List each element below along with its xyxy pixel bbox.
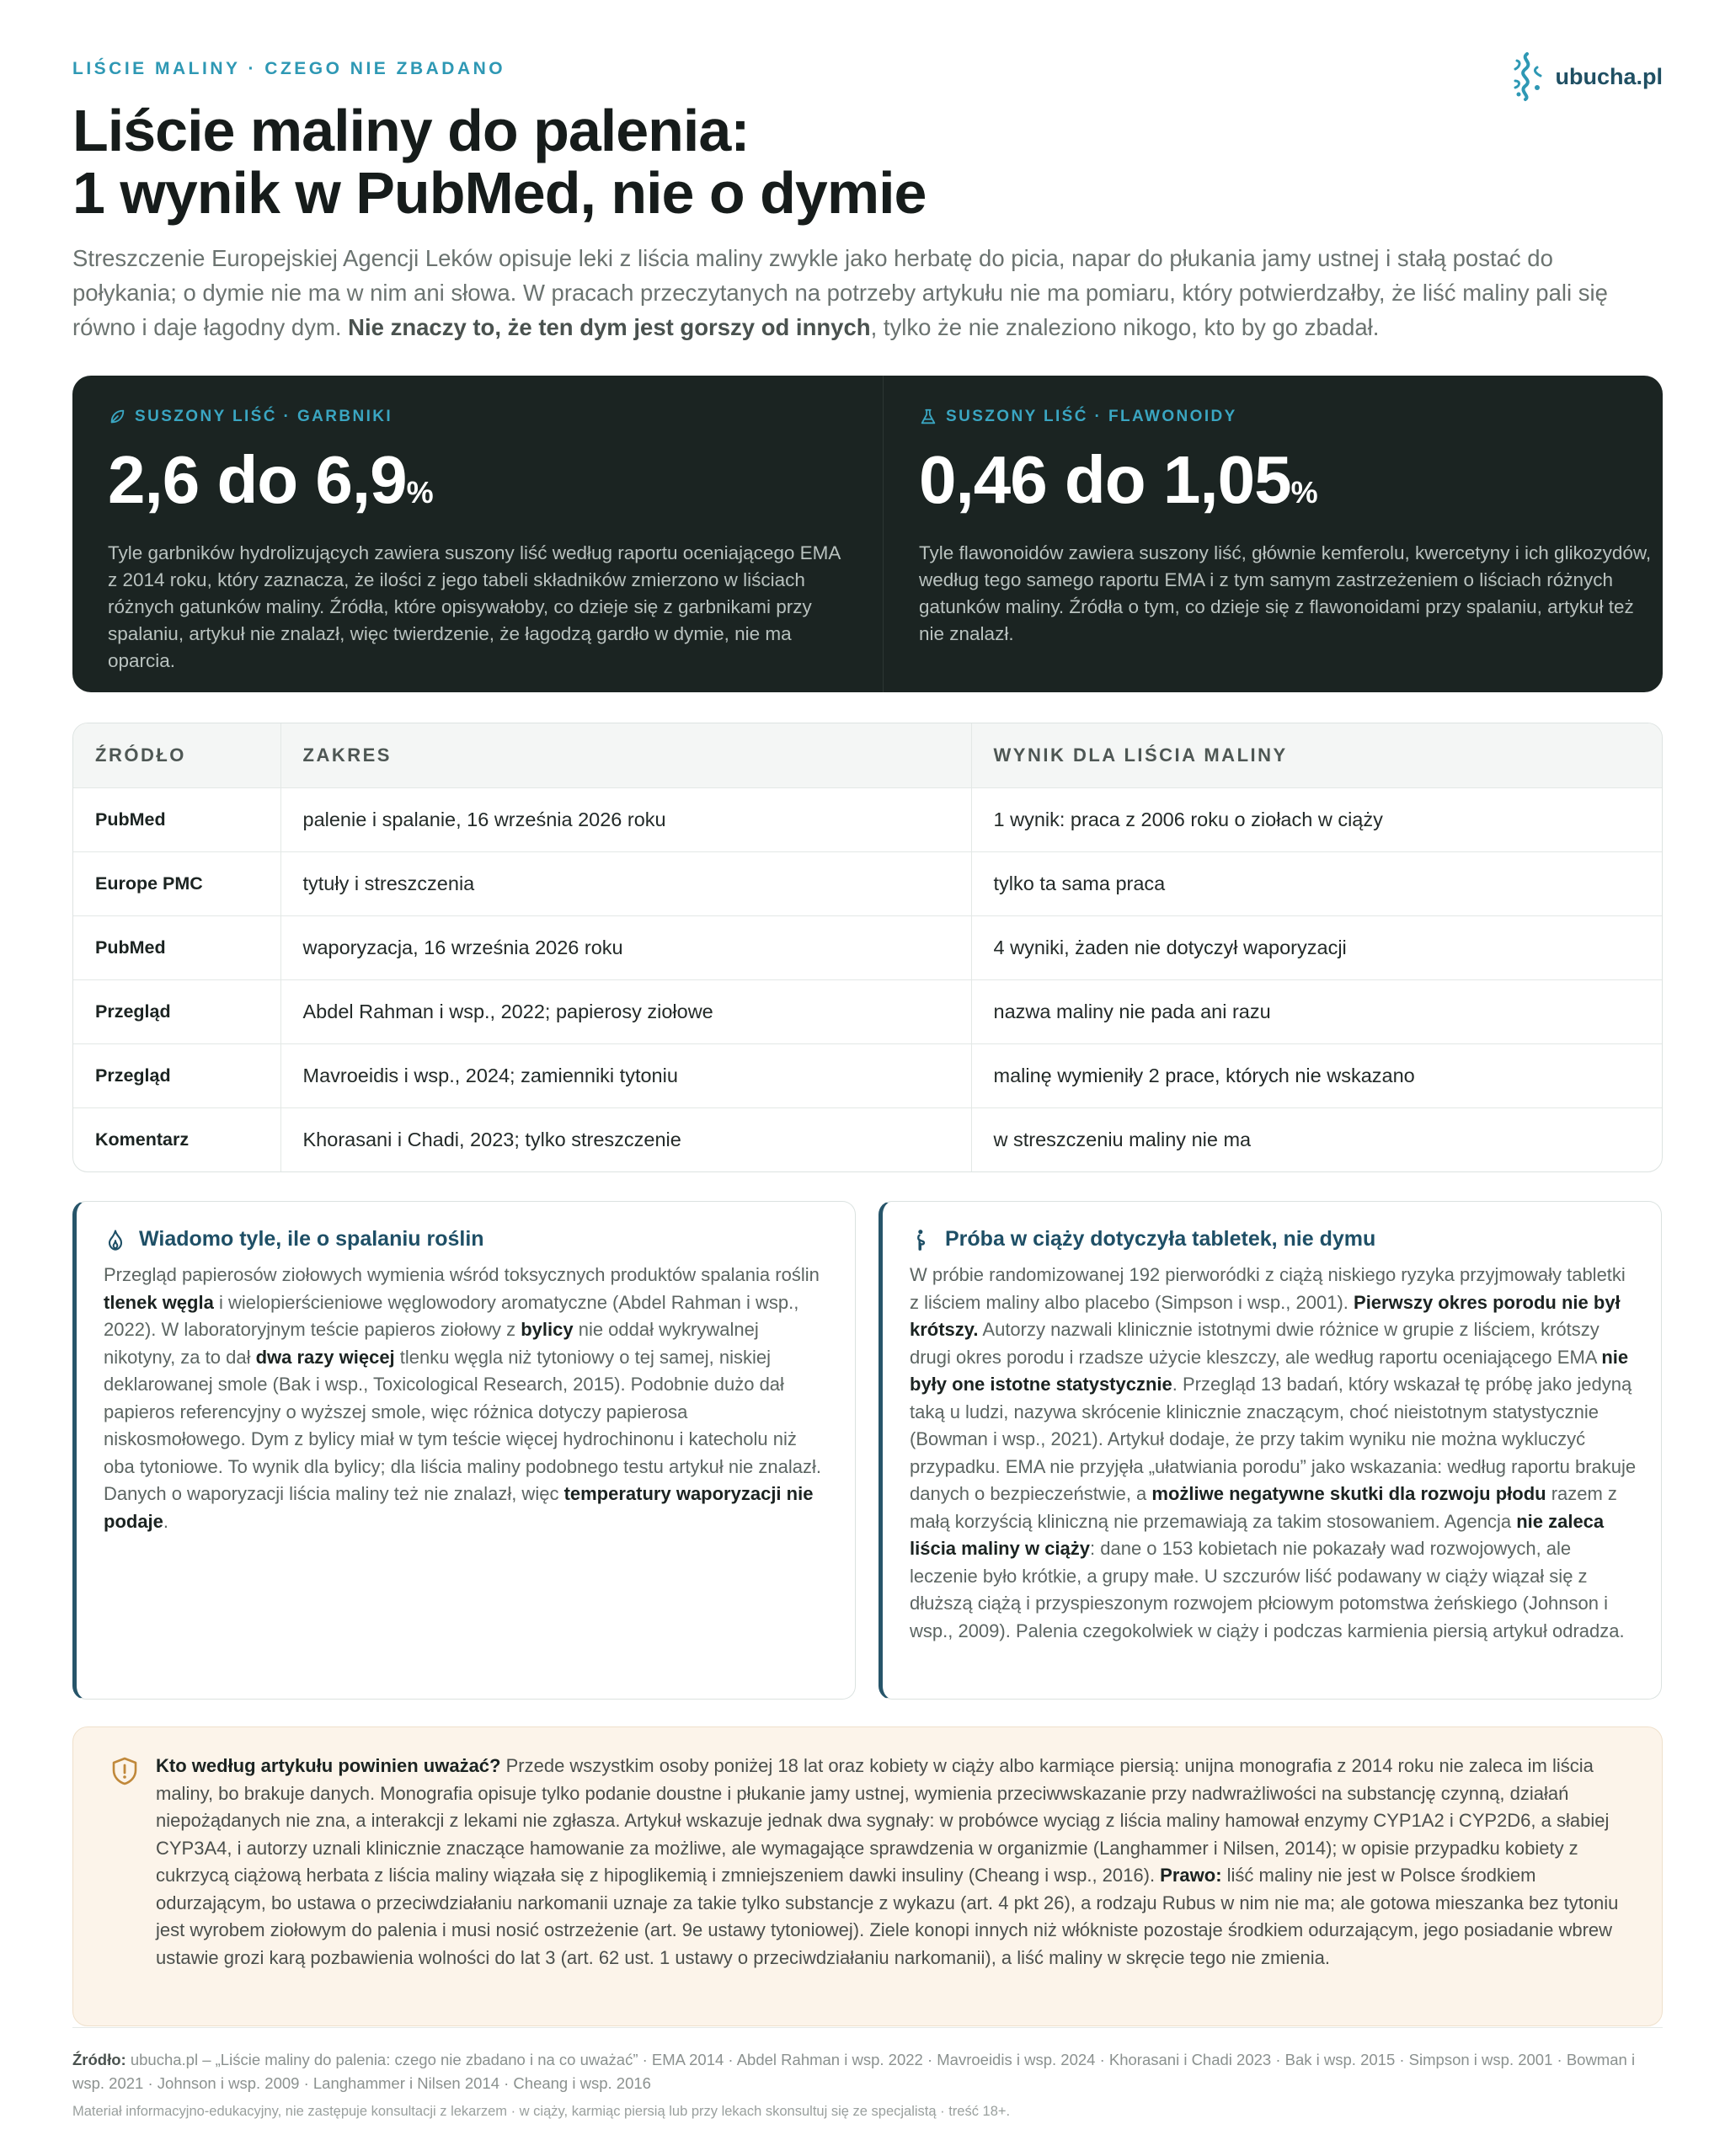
flame-icon <box>104 1228 127 1251</box>
table-row <box>73 915 1662 979</box>
lead-bold-text: Nie znaczy to, że ten dym jest gorszy od innych <box>348 314 871 340</box>
table-cell-scope: Mavroeidis i wsp., 2024; zamienniki tytoniu <box>280 1043 971 1107</box>
sources-text: ubucha.pl – „Liście maliny do palenia: czego nie zbadano i na co uważać” · EMA 2014 · Abdel Rahman i wsp. 2022 · Mavroeidis i wsp. 2024 · Khorasani i Chadi 2023 · Bak i wsp. 2015 · Simpson i wsp. 2001 · Bowman i wsp. 2021 · Johnson i wsp. 2009 · Langhammer i Nilsen 2014 · Cheang i wsp. 2016 <box>72 2051 1636 2092</box>
body-text: nie oddał wykrywalnej nikotyny, za to dał <box>104 1319 759 1368</box>
body-bold: tlenek węgla <box>104 1291 214 1313</box>
body-bold: nie były one istotne statystycznie <box>910 1346 1629 1395</box>
body-text: razem z małą korzyścią kliniczną nie przemawiają za takim stosowaniem. Agencja <box>910 1483 1617 1532</box>
stat-unit: % <box>406 475 434 510</box>
table-row <box>73 1043 1662 1107</box>
warning-body <box>156 1753 1628 2025</box>
shield-warning-icon <box>110 1756 139 1786</box>
stats-panel <box>72 376 1663 692</box>
column-header-result: WYNIK DLA LIŚCIA MALINY <box>971 723 1662 787</box>
pregnant-person-icon <box>910 1228 933 1251</box>
callout-pregnancy-trial <box>879 1201 1662 1700</box>
stat-description: Tyle flawonoidów zawiera suszony liść, głównie kemferolu, kwercetyny i ich glikozydów, według tego samego raportu EMA i z tym samym zastrzeżeniem o liściach różnych gatunków maliny. Źródła o tym, co dzieje się z flawonoidami przy spalaniu, artykuł też nie znalazł. <box>919 542 1652 644</box>
table-cell-result: tylko ta sama praca <box>971 851 1662 915</box>
table-cell-result: 1 wynik: praca z 2006 roku o ziołach w ciąży <box>971 787 1662 851</box>
stat-label-text: SUSZONY LIŚĆ · FLAWONOIDY <box>946 408 1237 425</box>
callout-title <box>910 1227 1637 1251</box>
body-text: . Przegląd 13 badań, który wskazał tę próbę jako jedyną taką u ludzi, nazywa skrócenie klinicznie znaczącym, choć nieistotnym statystycznie (Bowman i wsp., 2021). Artykuł dodaje, że przy takim wyniku nie można wykluczyć przypadku. EMA nie przyjęła „ułatwiania porodu” jako wskazania: według raportu brakuje danych o bezpieczeństwie, a <box>910 1374 1637 1504</box>
callout-body <box>104 1262 831 1535</box>
footer-divider <box>72 2027 1663 2028</box>
callout-title <box>104 1227 831 1251</box>
body-text: . <box>163 1510 169 1532</box>
body-bold: bylicy <box>521 1319 574 1340</box>
body-bold: nie zaleca liścia maliny w ciąży <box>910 1510 1605 1559</box>
stat-flavonoids <box>883 376 1663 692</box>
stat-number: 2,6 do 6,9 <box>108 442 407 517</box>
flask-icon <box>919 408 937 426</box>
table-cell-scope: Khorasani i Chadi, 2023; tylko streszczenie <box>280 1107 971 1171</box>
disclaimer: Materiał informacyjno-edukacyjny, nie zastępuje konsultacji z lekarzem · w ciąży, karmiąc piersią lub przy lekach skonsultuj się ze specjalistą · treść 18+. <box>72 2104 1011 2119</box>
table-cell-source: Przegląd <box>73 1043 280 1107</box>
warning-box <box>72 1726 1663 2026</box>
lead-paragraph <box>72 241 1656 344</box>
callout-title-text: Wiadomo tyle, ile o spalaniu roślin <box>139 1227 484 1251</box>
table-cell-source: PubMed <box>73 787 280 851</box>
table-cell-source: Europe PMC <box>73 851 280 915</box>
stat-label <box>108 408 849 426</box>
sources-table <box>72 723 1663 1172</box>
table-cell-result: 4 wyniki, żaden nie dotyczył waporyzacji <box>971 915 1662 979</box>
lead-text: Streszczenie Europejskiej Agencji Leków opisuje leki z liścia maliny zwykle jako herbatę do picia, napar do płukania jamy ustnej i stałą postać do połykania; o dymie nie ma w nim ani słowa. W pracach przeczytanych na potrzeby artykułu nie ma pomiaru, który potwierdzałby, że liść maliny pali się równo i daje łagodny dym. <box>72 245 1608 340</box>
page-title <box>72 99 926 224</box>
table-row <box>73 851 1662 915</box>
callout-combustion <box>72 1201 856 1700</box>
callout-body <box>910 1262 1637 1645</box>
sources-label: Źródło: <box>72 2051 126 2068</box>
warning-law-label: Prawo: <box>1160 1865 1222 1886</box>
stat-value <box>919 442 1660 528</box>
body-text: W próbie randomizowanej 192 pierworódki z ciążą niskiego ryzyka przyjmowały tabletki z liściem maliny albo placebo (Simpson i wsp., 2001). <box>910 1264 1626 1313</box>
body-text: tlenku węgla niż tytoniowy o tej samej, niskiej deklarowanej smole (Bak i wsp., Toxicological Research, 2015). Podobnie dużo dał papieros referencyjny o wyższej smole, więc różnica dotyczy papierosa niskosmołowego. Dym z bylicy miał w tym teście więcej hydrochinonu i katecholu niż oba tytoniowe. To wynik dla bylicy; dla liścia maliny podobnego testu artykuł nie znalazł. Danych o waporyzacji liścia maliny też nie znalazł, więc <box>104 1346 821 1504</box>
logo-text: ubucha.pl <box>1555 63 1663 89</box>
stat-tannins <box>72 376 883 692</box>
body-bold: Pierwszy okres porodu nie był krótszy. <box>910 1291 1621 1340</box>
stat-label <box>919 408 1660 426</box>
stat-description: Tyle garbników hydrolizujących zawiera suszony liść według raportu oceniającego EMA z 2014 roku, który zaznacza, że ilości z jego tabeli składników zmierzono w liściach różnych gatunków maliny. Źródła, które opisywałoby, co dzieje się z garbnikami przy spalaniu, artykuł nie znalazł, więc twierdzenie, że łagodzą gardło w dymie, nie ma oparcia. <box>108 542 841 671</box>
kicker: LIŚCIE MALINY · CZEGO NIE ZBADANO <box>72 59 506 78</box>
body-text: i wielopierścieniowe węglowodory aromatyczne (Abdel Rahman i wsp., 2022). W laboratoryjnym teście papieros ziołowy z <box>104 1291 799 1340</box>
table-cell-scope: Abdel Rahman i wsp., 2022; papierosy ziołowe <box>280 979 971 1043</box>
table-row <box>73 1107 1662 1171</box>
stat-label-text: SUSZONY LIŚĆ · GARBNIKI <box>135 408 393 425</box>
table-cell-source: Przegląd <box>73 979 280 1043</box>
stat-unit: % <box>1290 475 1318 510</box>
table-header-row <box>73 723 1662 787</box>
body-text: : dane o 153 kobietach nie pokazały wad rozwojowych, ale leczenie było krótkie, a grupy małe. U szczurów liść podawany w ciąży wiązał się z dłuższą ciążą i przyspieszonym rozwojem płciowym potomstwa żeńskiego (Johnson i wsp., 2009). Palenia czegokolwiek w ciąży i podczas karmienia piersią artykuł odradza. <box>910 1538 1625 1641</box>
column-header-scope: ZAKRES <box>280 723 971 787</box>
column-header-source: ŹRÓDŁO <box>73 723 280 787</box>
table-cell-source: PubMed <box>73 915 280 979</box>
sources-footer <box>72 2048 1663 2095</box>
callout-title-text: Próba w ciąży dotyczyła tabletek, nie dymu <box>945 1227 1376 1251</box>
body-text: Autorzy nazwali klinicznie istotnymi dwie różnice w grupie z liściem, krótszy drugi okres porodu i rzadsze użycie kleszczy, ale według raportu oceniającego EMA <box>910 1319 1602 1368</box>
warning-text: Przede wszystkim osoby poniżej 18 lat oraz kobiety w ciąży albo karmiące piersią: unijna monografia z 2014 roku nie zaleca im liścia maliny, bo brakuje danych. Monografia opisuje tylko podanie doustne i płukanie jamy ustnej, wymienia przeciwwskazanie przy nadwrażliwości na substancję czynną, działań niepożądanych nie zna, a interakcji z lekami nie zgłasza. Artykuł wskazuje jednak dwa sygnały: w probówce wyciąg z liścia maliny hamował enzymy CYP1A2 i CYP2D6, a słabiej CYP3A4, i autorzy uznali klinicznie znaczące hamowanie za możliwe, ale wymagające sprawdzenia w organizmie (Langhammer i Nilsen, 2014); w opisie przypadku kobiety z cukrzycą ciążową herbata z liścia maliny wiązała się z hipoglikemią i zmniejszeniem dawki insuliny (Cheang i wsp., 2016). <box>156 1755 1610 1886</box>
table-cell-source: Komentarz <box>73 1107 280 1171</box>
table-cell-result: w streszczeniu maliny nie ma <box>971 1107 1662 1171</box>
warning-heading: Kto według artykułu powinien uważać? <box>156 1755 501 1776</box>
table-cell-scope: palenie i spalanie, 16 września 2026 roku <box>280 787 971 851</box>
stat-value <box>108 442 849 528</box>
lead-text-end: , tylko że nie znaleziono nikogo, kto by go zbadał. <box>870 314 1380 340</box>
body-text: Przegląd papierosów ziołowych wymienia wśród toksycznych produktów spalania roślin <box>104 1264 820 1285</box>
body-bold: dwa razy więcej <box>255 1346 395 1368</box>
table-row <box>73 787 1662 851</box>
stat-number: 0,46 do 1,05 <box>919 442 1291 517</box>
body-bold: możliwe negatywne skutki dla rozwoju płodu <box>1151 1483 1546 1504</box>
table-cell-result: malinę wymieniły 2 prace, których nie wskazano <box>971 1043 1662 1107</box>
table-cell-scope: tytuły i streszczenia <box>280 851 971 915</box>
warning-text: liść maliny nie jest w Polsce środkiem odurzającym, bo ustawa o przeciwdziałaniu narkomanii uznaje za takie tylko substancje z wykazu (art. 4 pkt 26), a rodzaju Rubus w nim nie ma; ale gotowa mieszanka bez tytoniu jest wyrobem ziołowym do palenia i musi nosić ostrzeżenie (art. 9e ustawy tytoniowej). Ziele konopi innych niż włókniste pozostaje środkiem odurzającym, jego posiadanie wbrew ustawie grozi karą pozbawienia wolności do lat 3 (art. 62 ust. 1 ustawy o przeciwdziałaniu narkomanii), a liść maliny w skręcie tego nie zmienia. <box>156 1865 1619 1968</box>
site-logo[interactable] <box>1509 51 1664 103</box>
leaf-icon <box>108 408 126 426</box>
table-cell-scope: waporyzacja, 16 września 2026 roku <box>280 915 971 979</box>
kombucha-logo-icon <box>1509 51 1546 103</box>
title-line-1: Liście maliny do palenia: <box>72 98 750 163</box>
table-row <box>73 979 1662 1043</box>
body-bold: temperatury waporyzacji nie podaje <box>104 1483 814 1532</box>
table-cell-result: nazwa maliny nie pada ani razu <box>971 979 1662 1043</box>
title-line-2: 1 wynik w PubMed, nie o dymie <box>72 160 927 226</box>
